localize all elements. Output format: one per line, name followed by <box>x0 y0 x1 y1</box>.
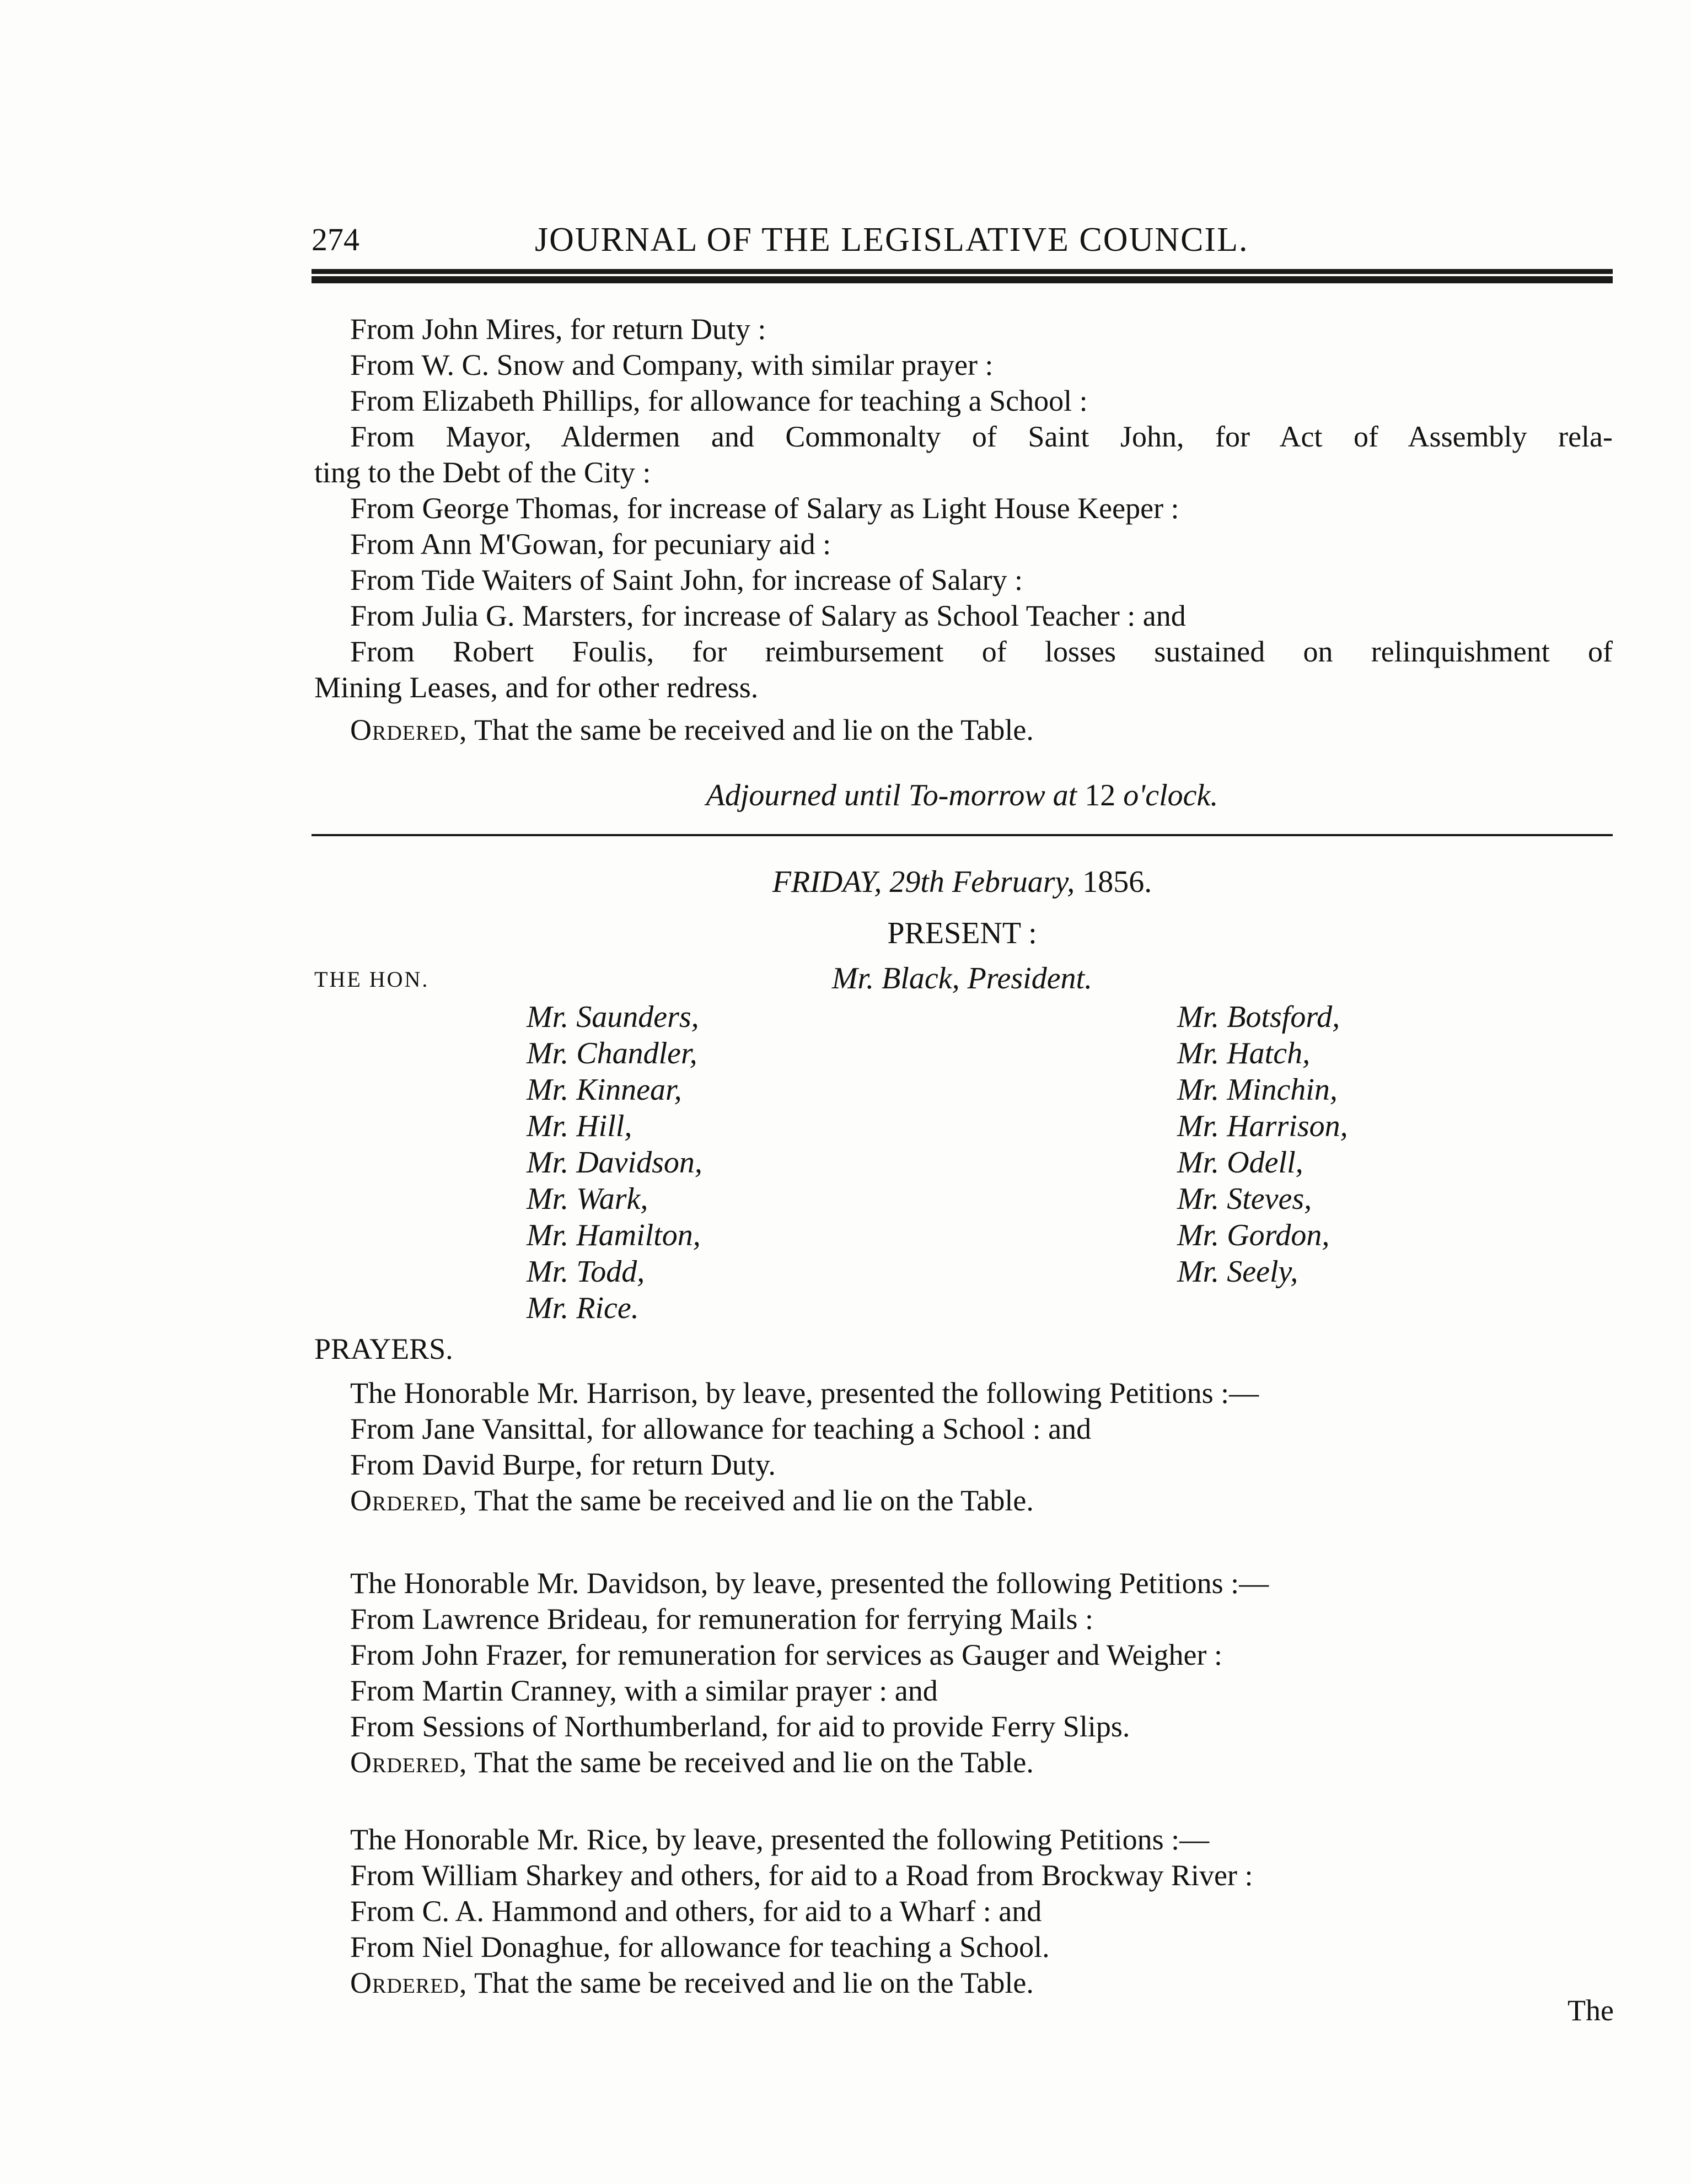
member-name: Mr. Hamilton, <box>527 1218 701 1252</box>
ordered-text: That the same be received and lie on the Table. <box>467 713 1034 746</box>
ordered-lead: Ordered, <box>350 1746 468 1779</box>
petition-line: From Mayor, Aldermen and Commonalty of Saint John, for Act of Assembly rela- <box>350 420 1613 453</box>
petition-line: From John Frazer, for remuneration for services as Gauger and Weigher : <box>350 1638 1222 1671</box>
member-name: Mr. Gordon, <box>1177 1218 1330 1252</box>
petition-line: ting to the Debt of the City : <box>314 456 651 489</box>
ordered-lead: Ordered, <box>350 713 468 746</box>
member-name: Mr. Kinnear, <box>527 1073 682 1107</box>
ordered-text: That the same be received and lie on the Table. <box>467 1484 1034 1517</box>
petition-line: From George Thomas, for increase of Salary as Light House Keeper : <box>350 492 1179 525</box>
header-double-rule <box>312 269 1613 283</box>
hon-label: THE HON. <box>314 967 430 992</box>
petition-line: From Robert Foulis, for reimbursement of losses sustained on relinquishment of <box>350 635 1613 668</box>
running-title: JOURNAL OF THE LEGISLATIVE COUNCIL. <box>535 221 1249 259</box>
members-left-column <box>527 999 702 1326</box>
petitions-continued <box>314 311 1613 748</box>
petitions-davidson <box>314 1566 1613 1780</box>
president-line: Mr. Black, President. <box>831 961 1093 996</box>
day-heading: FRIDAY, 29th February, 1856. <box>772 865 1152 899</box>
petition-line: From Julia G. Marsters, for increase of Salary as School Teacher : and <box>350 599 1186 632</box>
section-divider <box>312 834 1613 836</box>
member-name: Mr. Seely, <box>1177 1255 1298 1289</box>
present-label: PRESENT : <box>887 916 1037 950</box>
petition-line: From John Mires, for return Duty : <box>350 313 766 346</box>
member-name: Mr. Minchin, <box>1177 1073 1338 1107</box>
petition-line: Mining Leases, and for other redress. <box>314 671 759 704</box>
catchword: The <box>1567 1994 1614 2027</box>
petition-intro: The Honorable Mr. Harrison, by leave, presented the following Petitions :— <box>350 1376 1259 1410</box>
petitions-harrison <box>314 1375 1613 1519</box>
petition-line: From Ann M'Gowan, for pecuniary aid : <box>350 528 831 561</box>
prayers-heading: PRAYERS. <box>314 1332 453 1365</box>
petition-line: From Martin Cranney, with a similar prayer : and <box>350 1674 938 1707</box>
adjourned-line: Adjourned until To-morrow at 12 o'clock. <box>706 778 1218 813</box>
ordered-line <box>314 1965 1613 2001</box>
members-right-column <box>1177 999 1348 1290</box>
member-name: Mr. Rice. <box>527 1291 639 1325</box>
ordered-line <box>314 1483 1613 1519</box>
member-name: Mr. Hill, <box>527 1109 632 1143</box>
member-name: Mr. Odell, <box>1177 1145 1303 1180</box>
petition-line: From Elizabeth Phillips, for allowance for teaching a School : <box>350 384 1088 417</box>
petition-line: From Jane Vansittal, for allowance for teaching a School : and <box>350 1412 1092 1445</box>
petition-intro: The Honorable Mr. Rice, by leave, presented the following Petitions :— <box>350 1823 1210 1856</box>
petition-line: From C. A. Hammond and others, for aid to a Wharf : and <box>350 1895 1042 1928</box>
member-name: Mr. Chandler, <box>527 1036 697 1071</box>
petition-line: From Sessions of Northumberland, for aid to provide Ferry Slips. <box>350 1710 1130 1743</box>
ordered-line <box>314 1745 1613 1780</box>
member-name: Mr. Harrison, <box>1177 1109 1348 1143</box>
ordered-text: That the same be received and lie on the Table. <box>467 1966 1034 1999</box>
ordered-lead: Ordered, <box>350 1484 468 1517</box>
member-name: Mr. Botsford, <box>1177 1000 1340 1034</box>
petitions-rice <box>314 1822 1613 2001</box>
member-name: Mr. Todd, <box>527 1255 645 1289</box>
member-name: Mr. Wark, <box>527 1182 648 1216</box>
petition-line: From Niel Donaghue, for allowance for teaching a School. <box>350 1930 1050 1964</box>
member-name: Mr. Steves, <box>1177 1182 1312 1216</box>
page-number: 274 <box>312 222 359 257</box>
petition-line: From Lawrence Brideau, for remuneration for ferrying Mails : <box>350 1602 1094 1636</box>
page-header <box>312 218 1613 262</box>
petition-line: From David Burpe, for return Duty. <box>350 1448 776 1481</box>
petition-line: From Tide Waiters of Saint John, for increase of Salary : <box>350 563 1023 596</box>
member-name: Mr. Saunders, <box>527 1000 699 1034</box>
member-name: Mr. Davidson, <box>527 1145 702 1180</box>
petition-intro: The Honorable Mr. Davidson, by leave, presented the following Petitions :— <box>350 1567 1269 1600</box>
ordered-line <box>314 712 1613 748</box>
petition-line: From W. C. Snow and Company, with similar prayer : <box>350 348 994 381</box>
petition-line: From William Sharkey and others, for aid to a Road from Brockway River : <box>350 1859 1253 1892</box>
ordered-lead: Ordered, <box>350 1966 468 1999</box>
ordered-text: That the same be received and lie on the Table. <box>467 1746 1034 1779</box>
member-name: Mr. Hatch, <box>1177 1036 1311 1071</box>
